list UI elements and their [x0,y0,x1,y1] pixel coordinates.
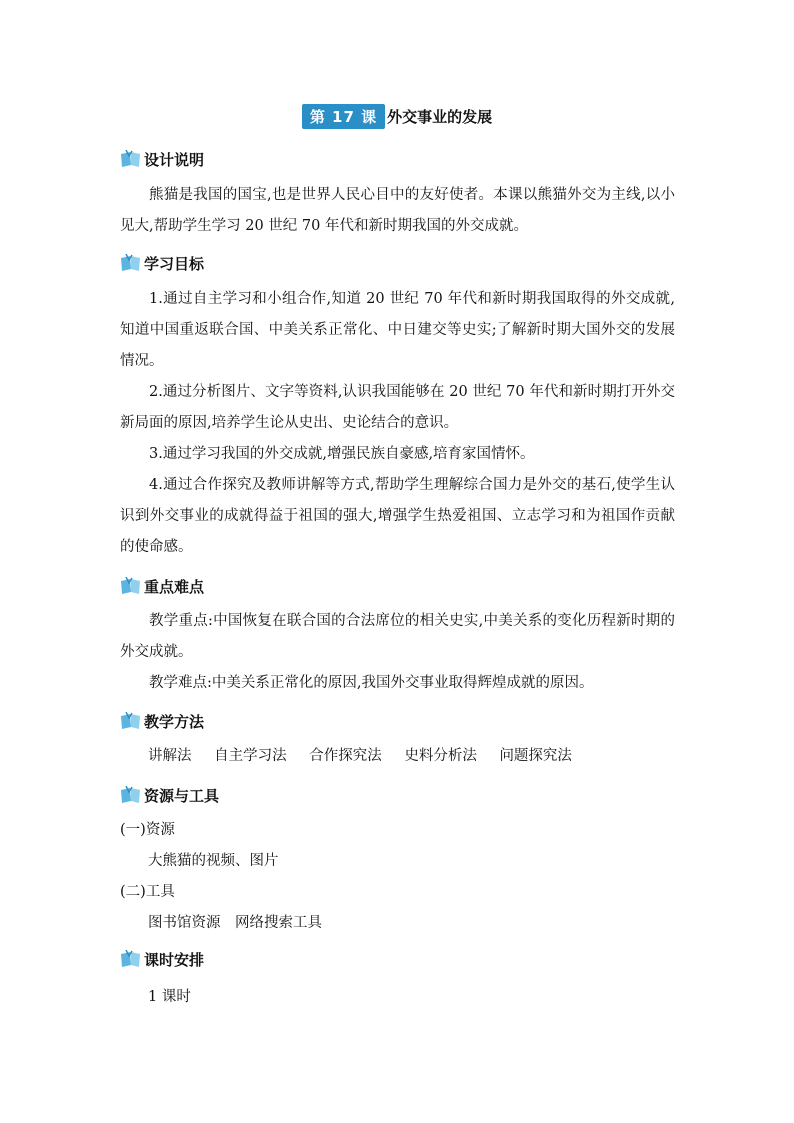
goal-item-4: 4.通过合作探究及教师讲解等方式,帮助学生理解综合国力是外交的基石,使学生认识到外交事业的成就得益于祖国的强大,增强学生热爱祖国、立志学习和为祖国作贡献的使命感。 [120,477,675,555]
goal-item-1: 1.通过自主学习和小组合作,知道 20 世纪 70 年代和新时期我国取得的外交成就,知道中国重返联合国、中美关系正常化、中日建交等史实;了解新时期大国外交的发展情况。 [120,291,675,369]
lesson-title-row [0,104,794,129]
goal-item-2: 2.通过分析图片、文字等资料,认识我国能够在 20 世纪 70 年代和新时期打开外交新局面的原因,培养学生论从史出、史论结合的意识。 [120,384,675,431]
tools-text: 图书馆资源 网络搜索工具 [148,915,322,931]
schedule-text: 1 课时 [148,989,191,1005]
method-item: 讲解法 [148,748,192,764]
method-item: 问题探究法 [499,748,572,764]
section-heading-schedule [120,948,204,970]
section-heading-design [120,148,204,170]
section-heading-key [120,575,204,597]
resources-text: 大熊猫的视频、图片 [148,853,279,869]
lesson-number-badge: 第 17 课 [302,104,385,129]
book-icon [120,712,142,730]
method-item: 合作探究法 [309,748,382,764]
section-heading-goals [120,252,204,274]
book-icon [120,950,142,968]
section-heading-label: 教学方法 [144,712,205,731]
section-heading-methods [120,710,204,732]
section-heading-label: 课时安排 [144,950,205,969]
section-heading-label: 学习目标 [144,254,205,273]
goal-item-3: 3.通过学习我国的外交成就,增强民族自豪感,培育家国情怀。 [149,446,535,462]
book-icon [120,577,142,595]
book-icon [120,786,142,804]
methods-list [148,746,590,766]
section-heading-resources [120,784,219,806]
section-heading-label: 重点难点 [144,577,205,596]
method-item: 自主学习法 [214,748,287,764]
book-icon [120,254,142,272]
key-focus: 教学重点:中国恢复在联合国的合法席位的相关史实,中美关系的变化历程新时期的外交成就。 [120,613,675,660]
design-paragraph: 熊猫是我国的国宝,也是世界人民心目中的友好使者。本课以熊猫外交为主线,以小见大,帮助学生学习 20 世纪 70 年代和新时期我国的外交成就。 [120,187,675,234]
method-item: 史料分析法 [404,748,477,764]
section-heading-label: 设计说明 [144,150,205,169]
tools-label: (二)工具 [120,884,175,900]
lesson-title: 外交事业的发展 [387,108,493,126]
key-difficulty: 教学难点:中美关系正常化的原因,我国外交事业取得辉煌成就的原因。 [149,675,594,691]
book-icon [120,150,142,168]
section-heading-label: 资源与工具 [144,786,220,805]
resources-label: (一)资源 [120,822,175,838]
